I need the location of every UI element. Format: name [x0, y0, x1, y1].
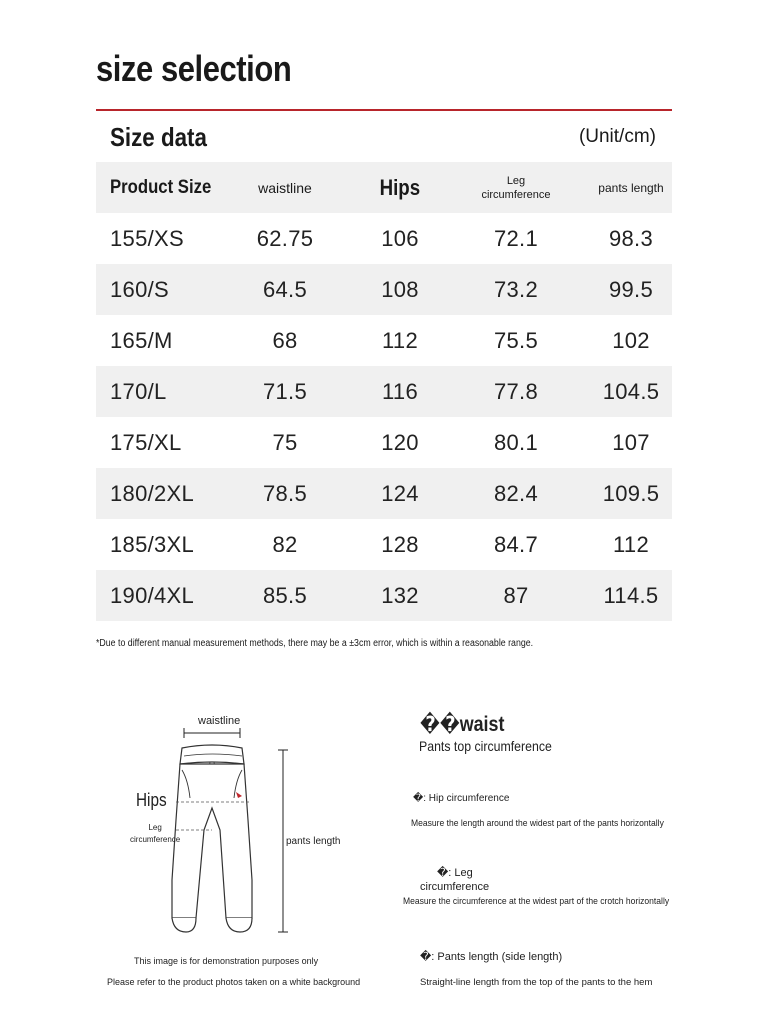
table-body	[96, 213, 672, 621]
size-data-heading: Size data	[110, 122, 207, 152]
table-cell: 104.5	[602, 378, 660, 404]
table-row	[96, 366, 672, 417]
page-title: size selection	[96, 48, 292, 89]
table-cell: 112	[613, 531, 649, 557]
hip-title: �: Hip circumference	[413, 793, 510, 804]
table-cell: 78.5	[262, 480, 308, 506]
table-cell: 82	[272, 531, 298, 557]
table-cell: 72.1	[493, 225, 539, 251]
table-cell: 77.8	[493, 378, 539, 404]
table-cell: 160/S	[110, 276, 169, 302]
pants-length-description: Straight-line length from the top of the pants to the hem	[420, 977, 653, 988]
hip-description: Measure the length around the widest part of the pants horizontally	[411, 818, 664, 829]
waist-title: ��waist	[420, 713, 505, 736]
table-cell: 116	[382, 378, 418, 404]
table-cell: 85.5	[262, 582, 308, 608]
waist-description: Pants top circumference	[419, 738, 552, 754]
table-cell: 190/4XL	[110, 582, 195, 608]
demo-note-1: This image is for demonstration purposes only	[134, 956, 319, 966]
diagram-waistline-label: waistline	[198, 715, 241, 727]
diagram-hips-label: Hips	[136, 790, 167, 810]
table-cell: 102	[612, 327, 650, 353]
table-cell: 82.4	[493, 480, 539, 506]
title-divider	[96, 109, 672, 111]
table-cell: 68	[272, 327, 298, 353]
diagram-pants-length-label: pants length	[286, 836, 341, 847]
table-cell: 98.3	[608, 225, 654, 251]
header-pants-length: pants length	[598, 180, 664, 195]
table-row	[96, 264, 672, 315]
table-cell: 106	[381, 225, 419, 251]
table-cell: 73.2	[493, 276, 539, 302]
table-cell: 75	[272, 429, 298, 455]
measurement-note: *Due to different manual measurement methods, there may be a ±3cm error, which is within a reasonable range.	[96, 638, 534, 649]
size-table	[96, 162, 672, 621]
diagram-leg-label-line2: circumference	[130, 835, 181, 844]
demo-note-2: Please refer to the product photos taken on a white background	[107, 977, 361, 987]
pants-length-title: �: Pants length (side length)	[420, 951, 563, 963]
table-cell: 155/XS	[110, 225, 184, 251]
table-cell: 109.5	[602, 480, 660, 506]
table-cell: 128	[381, 531, 419, 557]
table-row	[96, 315, 672, 366]
diagram-leg-label-line1: Leg	[148, 823, 162, 832]
table-cell: 62.75	[256, 225, 314, 251]
table-cell: 124	[381, 480, 419, 506]
header-waistline: waistline	[258, 179, 312, 196]
table-cell: 108	[381, 276, 419, 302]
header-leg-circumference: Leg circumference	[481, 174, 551, 201]
header-hips: Hips	[379, 174, 421, 200]
table-row	[96, 570, 672, 621]
table-cell: 180/2XL	[110, 480, 195, 506]
header-product-size: Product Size	[110, 176, 212, 198]
table-cell: 71.5	[262, 378, 308, 404]
table-cell: 99.5	[608, 276, 654, 302]
table-cell: 107	[612, 429, 650, 455]
table-cell: 112	[382, 327, 418, 353]
table-cell: 132	[381, 582, 419, 608]
table-cell: 87	[503, 582, 529, 608]
table-cell: 165/M	[110, 327, 173, 353]
table-header-row	[96, 162, 672, 213]
diagram-leg-label	[130, 822, 180, 846]
table-cell: 120	[381, 429, 419, 455]
table-row	[96, 468, 672, 519]
unit-label: (Unit/cm)	[578, 126, 656, 147]
table-row	[96, 417, 672, 468]
table-cell: 84.7	[493, 531, 539, 557]
table-cell: 80.1	[493, 429, 539, 455]
leg-description: Measure the circumference at the widest part of the crotch horizontally	[403, 896, 670, 907]
table-cell: 170/L	[110, 378, 167, 404]
table-cell: 75.5	[493, 327, 539, 353]
table-cell: 64.5	[262, 276, 308, 302]
leg-title: �: Leg	[437, 867, 473, 879]
table-cell: 114.5	[603, 582, 659, 608]
leg-title-line2: circumference	[420, 881, 490, 893]
table-cell: 185/3XL	[110, 531, 195, 557]
table-row	[96, 213, 672, 264]
table-cell: 175/XL	[110, 429, 182, 455]
table-row	[96, 519, 672, 570]
